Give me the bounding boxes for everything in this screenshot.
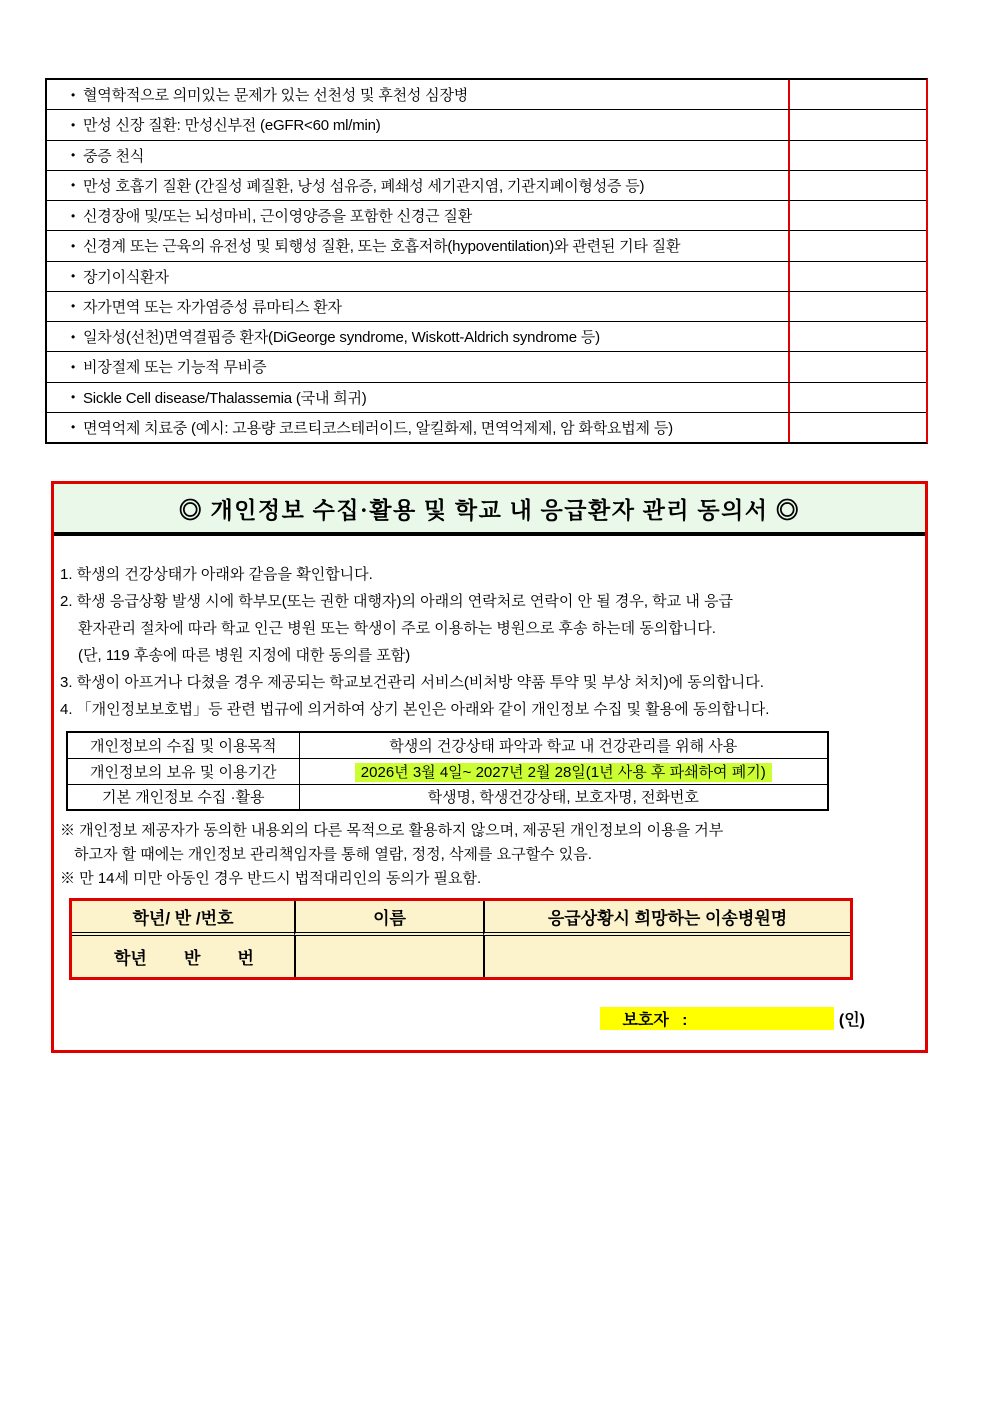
bullet-icon: • bbox=[70, 238, 75, 253]
table-row bbox=[67, 732, 828, 758]
consent-item-2: 2. 학생 응급상황 발생 시에 학부모(또는 권한 대행자)의 아래의 연락처로 연락이 안 될 경우, 학교 내 응급 bbox=[60, 593, 733, 610]
condition-text: 일차성(선천)면역결핍증 환자(DiGeorge syndrome, Wiskott-Aldrich syndrome 등) bbox=[83, 329, 600, 347]
condition-check-cell[interactable] bbox=[788, 201, 926, 230]
student-info-table bbox=[69, 898, 853, 980]
table-row bbox=[47, 201, 926, 231]
bullet-icon: • bbox=[70, 269, 75, 284]
table-row bbox=[47, 322, 926, 352]
consent-item-2-cont: 환자관리 절차에 따라 학교 인근 병원 또는 학생이 주로 이용하는 병원으로 후송 하는데 동의합니다. bbox=[78, 620, 716, 637]
table-row bbox=[47, 231, 926, 261]
privacy-value bbox=[299, 758, 828, 784]
number-label: 번 bbox=[237, 949, 254, 968]
condition-check-cell[interactable] bbox=[788, 80, 926, 109]
table-row bbox=[67, 758, 828, 784]
table-row bbox=[47, 383, 926, 413]
table-row bbox=[47, 171, 926, 201]
condition-check-cell[interactable] bbox=[788, 383, 926, 412]
privacy-info-table bbox=[66, 731, 829, 811]
consent-item-2-cont: (단, 119 후송에 따른 병원 지정에 대한 동의를 포함) bbox=[78, 647, 411, 664]
column-header-hospital: 응급상황시 희망하는 이송병원명 bbox=[483, 901, 850, 936]
condition-check-cell[interactable] bbox=[788, 413, 926, 442]
table-row bbox=[47, 80, 926, 110]
grade-class-number-cell[interactable] bbox=[72, 936, 294, 977]
bullet-icon: • bbox=[70, 208, 75, 223]
consent-item-1: 1. 학생의 건강상태가 아래와 같음을 확인합니다. bbox=[60, 566, 373, 583]
privacy-label: 개인정보의 수집 및 이용목적 bbox=[67, 732, 299, 758]
table-row bbox=[47, 141, 926, 171]
bullet-icon: • bbox=[70, 117, 75, 132]
consent-item-4: 4. 「개인정보보호법」등 관련 법규에 의거하여 상기 본인은 아래와 같이 개인정보 수집 및 활용에 동의합니다. bbox=[60, 701, 770, 718]
note-1: ※ 개인정보 제공자가 동의한 내용외의 다른 목적으로 활용하지 않으며, 제공된 개인정보의 이용을 거부 bbox=[60, 822, 724, 839]
note-2: ※ 만 14세 미만 아동인 경우 반드시 법적대리인의 동의가 필요함. bbox=[60, 870, 482, 887]
table-row bbox=[47, 262, 926, 292]
condition-check-cell[interactable] bbox=[788, 352, 926, 381]
privacy-label: 개인정보의 보유 및 이용기간 bbox=[67, 758, 299, 784]
condition-text: 만성 신장 질환: 만성신부전 (eGFR<60 ml/min) bbox=[83, 117, 381, 135]
bullet-icon: • bbox=[70, 390, 75, 405]
condition-check-cell[interactable] bbox=[788, 292, 926, 321]
class-label: 반 bbox=[183, 949, 201, 968]
condition-text: 혈역학적으로 의미있는 문제가 있는 선천성 및 후천성 심장병 bbox=[83, 87, 469, 105]
name-input-cell[interactable] bbox=[294, 936, 483, 977]
condition-text: 장기이식환자 bbox=[83, 268, 169, 286]
condition-check-cell[interactable] bbox=[788, 141, 926, 170]
bullet-icon: • bbox=[70, 178, 75, 193]
privacy-value: 학생명, 학생건강상태, 보호자명, 전화번호 bbox=[299, 784, 828, 810]
bullet-icon: • bbox=[70, 329, 75, 344]
grade-label: 학년 bbox=[114, 949, 147, 968]
bullet-icon: • bbox=[70, 148, 75, 163]
condition-text: 만성 호흡기 질환 (간질성 폐질환, 낭성 섬유증, 폐쇄성 세기관지염, 기관지폐이형성증 등) bbox=[83, 177, 645, 195]
condition-text: 신경장애 및/또는 뇌성마비, 근이영양증을 포함한 신경근 질환 bbox=[83, 208, 472, 226]
condition-check-cell[interactable] bbox=[788, 322, 926, 351]
privacy-value: 학생의 건강상태 파악과 학교 내 건강관리를 위해 사용 bbox=[299, 732, 828, 758]
column-header-name: 이름 bbox=[294, 901, 483, 936]
table-row bbox=[47, 110, 926, 140]
condition-text: 비장절제 또는 기능적 무비증 bbox=[83, 359, 267, 377]
column-header-grade: 학년/ 반 /번호 bbox=[72, 901, 294, 936]
condition-text: 자가면역 또는 자가염증성 류마티스 환자 bbox=[83, 298, 342, 316]
hospital-input-cell[interactable] bbox=[483, 936, 850, 977]
condition-check-cell[interactable] bbox=[788, 262, 926, 291]
conditions-table bbox=[45, 78, 928, 444]
privacy-label: 기본 개인정보 수집 ·활용 bbox=[67, 784, 299, 810]
condition-text: 신경계 또는 근육의 유전성 및 퇴행성 질환, 또는 호흡저하(hypoventilation)와 관련된 기타 질환 bbox=[83, 238, 681, 256]
condition-check-cell[interactable] bbox=[788, 231, 926, 260]
condition-text: Sickle Cell disease/Thalassemia (국내 희귀) bbox=[83, 389, 367, 407]
consent-title: ◎ 개인정보 수집·활용 및 학교 내 응급환자 관리 동의서 ◎ bbox=[54, 484, 925, 536]
condition-check-cell[interactable] bbox=[788, 171, 926, 200]
signature-row bbox=[54, 1007, 925, 1030]
bullet-icon: • bbox=[70, 299, 75, 314]
table-row bbox=[67, 784, 828, 810]
retention-period-highlight: 2026년 3월 4일~ 2027년 2월 28일(1년 사용 후 파쇄하여 폐기) bbox=[355, 763, 772, 782]
consent-section bbox=[51, 481, 928, 1053]
table-row bbox=[47, 292, 926, 322]
table-row bbox=[47, 413, 926, 442]
table-row bbox=[47, 352, 926, 382]
bullet-icon: • bbox=[70, 87, 75, 102]
consent-item-3: 3. 학생이 아프거나 다쳤을 경우 제공되는 학교보건관리 서비스(비처방 약품 투약 및 부상 처치)에 동의합니다. bbox=[60, 674, 764, 691]
note-1-cont: 하고자 할 때에는 개인정보 관리책임자를 통해 열람, 정정, 삭제를 요구할수 있음. bbox=[74, 846, 592, 863]
consent-items bbox=[60, 561, 919, 723]
privacy-notes bbox=[60, 819, 919, 891]
seal-label: (인) bbox=[834, 1012, 865, 1029]
condition-text: 중증 천식 bbox=[83, 147, 145, 165]
bullet-icon: • bbox=[70, 359, 75, 374]
condition-text: 면역억제 치료중 (예시: 고용량 코르티코스테러이드, 알킬화제, 면역억제제, 암 화학요법제 등) bbox=[83, 419, 673, 437]
condition-check-cell[interactable] bbox=[788, 110, 926, 139]
guardian-signature-field[interactable]: 보호자 : bbox=[600, 1007, 834, 1030]
bullet-icon: • bbox=[70, 420, 75, 435]
